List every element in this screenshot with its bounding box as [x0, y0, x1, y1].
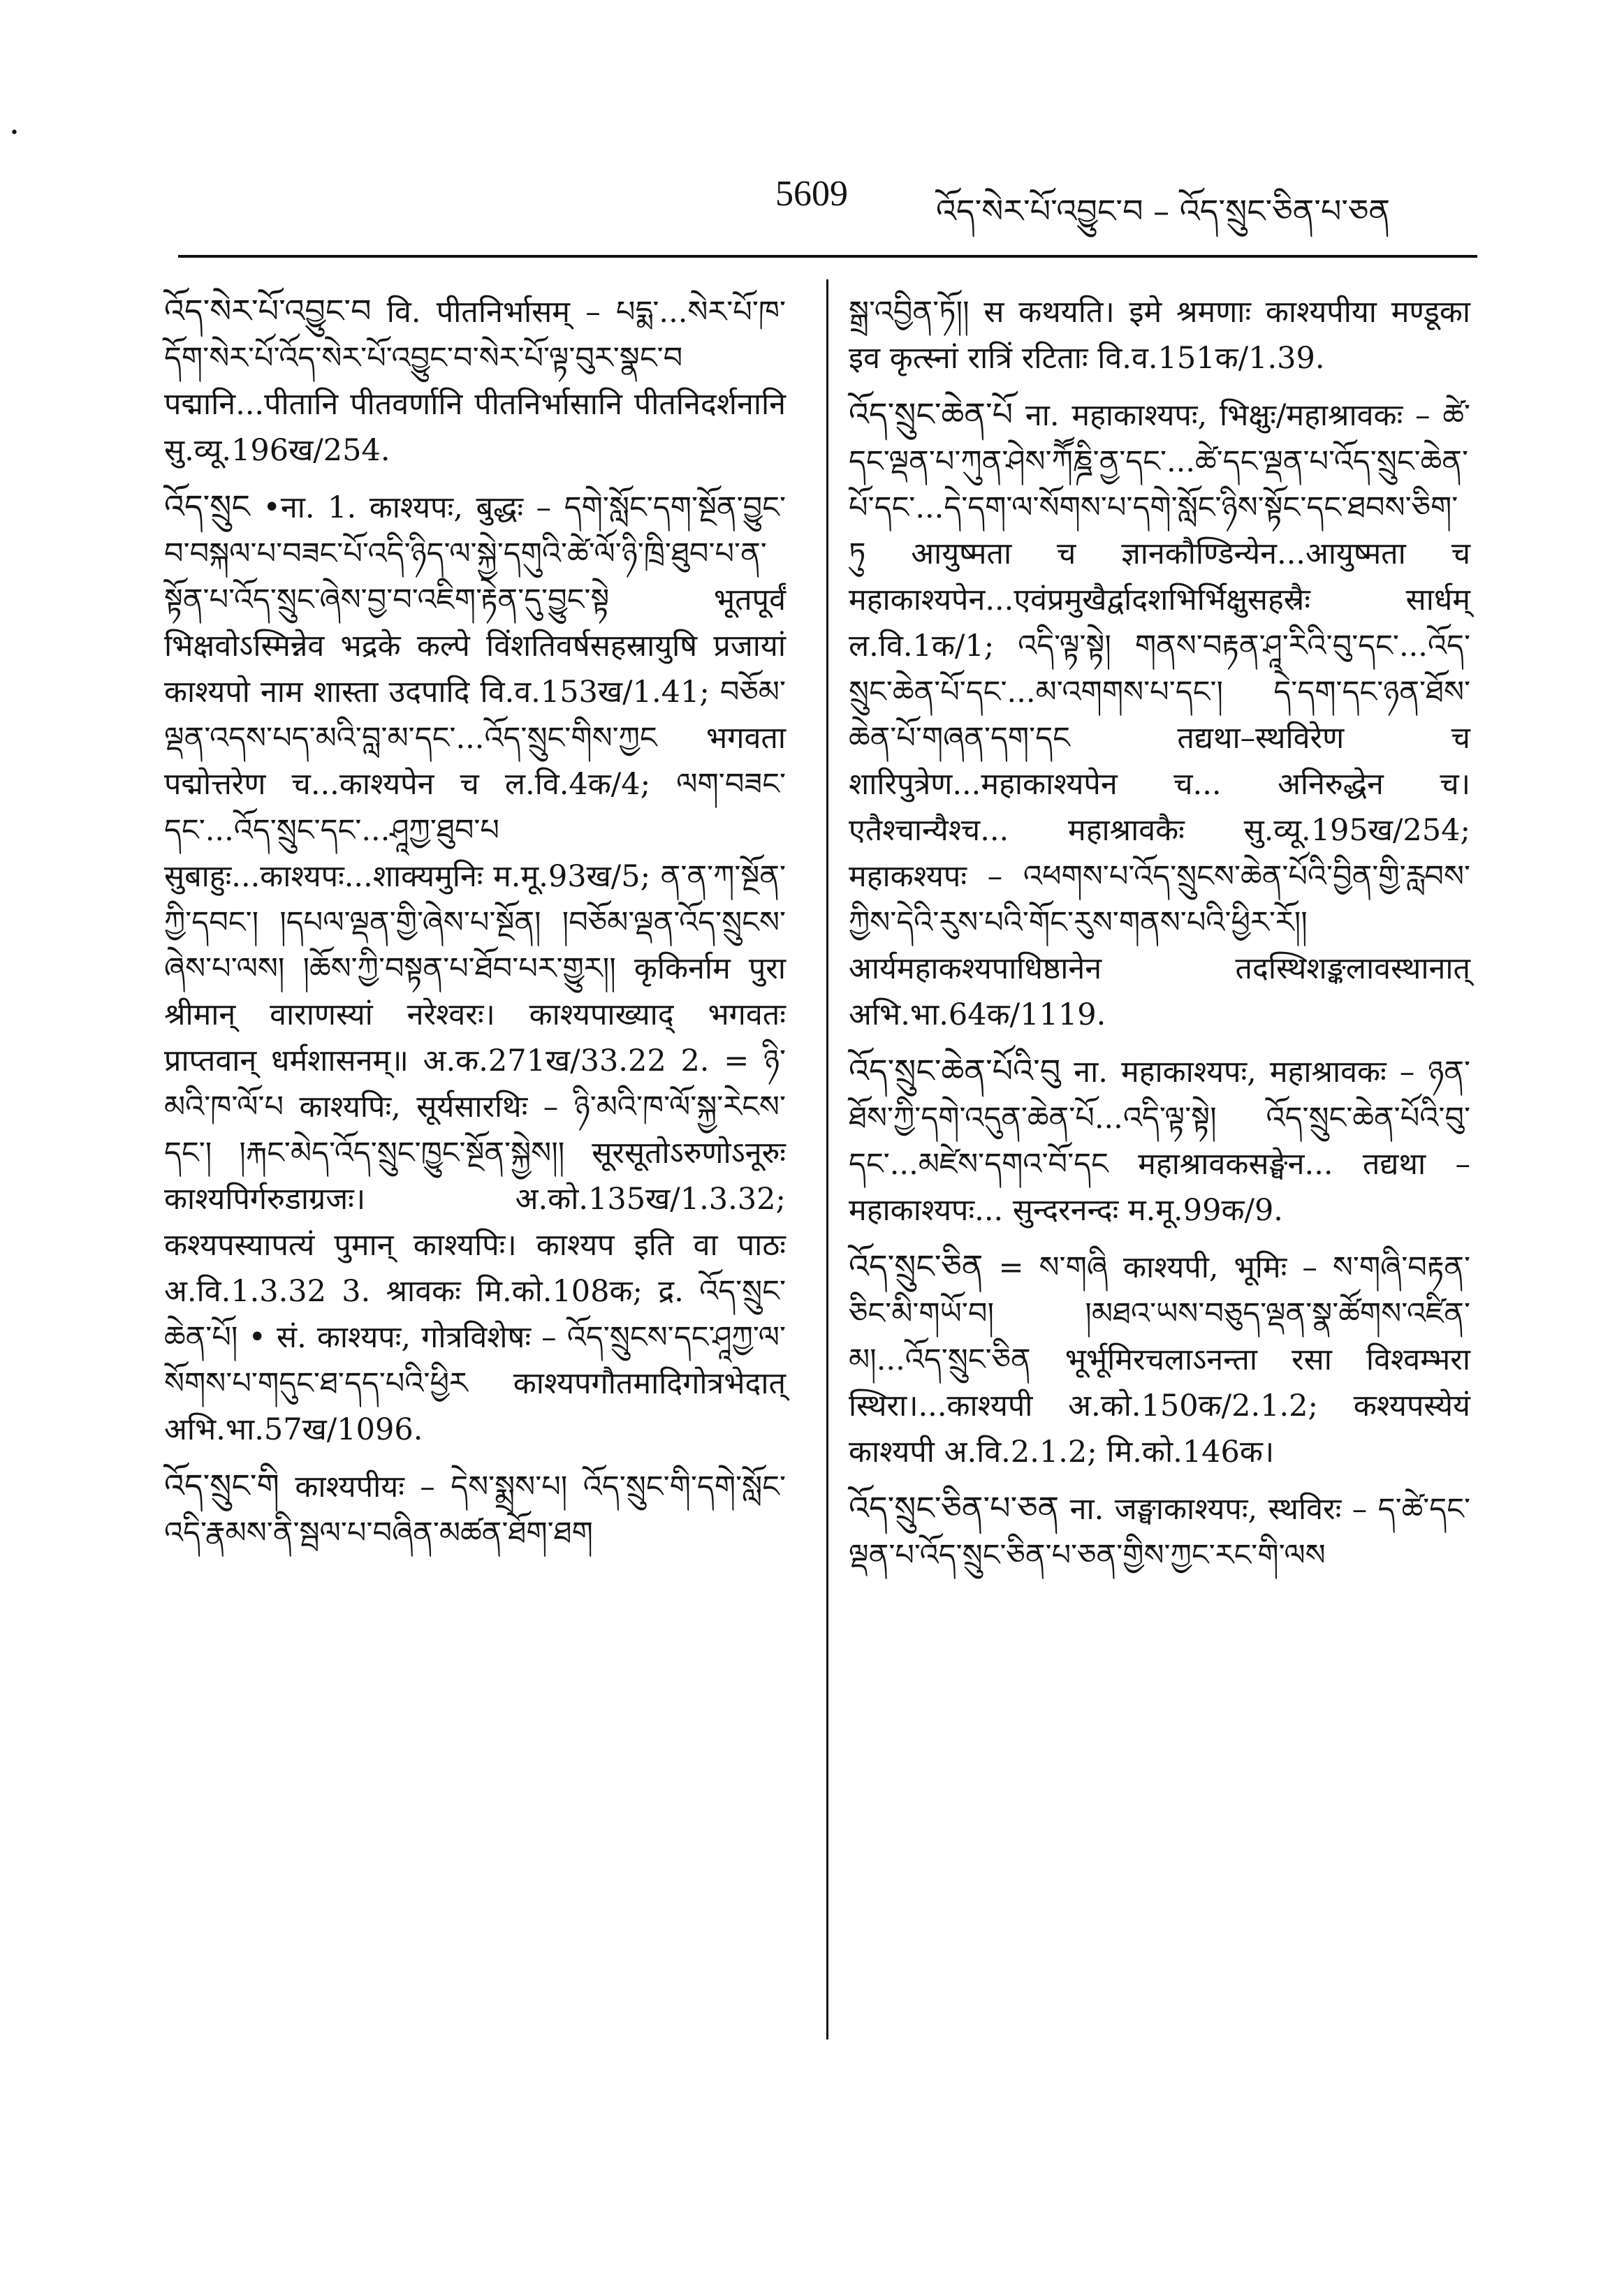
entry-body: काश्यपीयः – དེས་སྨྲས་པ། འོད་སྲུང་གི་དགེ་སློང་འདི་རྣམས་ནི་སྦལ་པ་བཞིན་མཚན་ཐོག་ཐག [164, 1470, 786, 1551]
left-column [164, 288, 786, 1566]
dictionary-entry [849, 1485, 1470, 1578]
page-number: 5609 [775, 174, 848, 214]
entry-headword: འོད་སྲུང་ཅིན་པ་ཅན [849, 1489, 1060, 1527]
column-divider [826, 279, 828, 2039]
right-column [849, 288, 1470, 1588]
header-rule [178, 255, 1477, 258]
entry-body: वि. पीतनिर्भासम् – པདྨ་...སེར་པོ་ཁ་དོག་སེར་པོ་འོད་སེར་པོ་འབྱུང་བ་སེར་པོ་ལྟ་བུར་སྣང་བ पद्मानि...पीतानि पीतवर्णानि पीतनिर्भासानि पीतनिदर्शनानि सु.व्यू.196ख/254. [164, 295, 786, 468]
dictionary-entry [164, 288, 786, 474]
entry-headword: འོད་སྲུང [164, 488, 250, 525]
dictionary-entry [849, 1048, 1470, 1233]
margin-mark: • [10, 124, 19, 142]
entry-body: ना. जङ्घाकाश्यपः, स्थविरः – ད་ཚེ་དང་ལྡན་པ་འོད་སྲུང་ཅིན་པ་ཅན་གྱིས་ཀྱང་རང་གི་ལས [849, 1492, 1470, 1573]
running-head: འོད་སེར་པོ་འབྱུང་བ – འོད་སྲུང་ཅིན་པ་ཅན [936, 192, 1391, 230]
dictionary-entry [164, 1463, 786, 1556]
dictionary-entry [849, 391, 1470, 1038]
dictionary-entry [164, 483, 786, 1453]
entry-headword: འོད་སྲུང་ཆེན་པོའི་བུ [849, 1052, 1061, 1090]
entry-body: •ना. 1. काश्यपः, बुद्धः – དགེ་སློང་དག་སྔོན་བྱུང་བ་བསྐལ་པ་བཟང་པོ་འདི་ཉིད་ལ་སྐྱེ་དགུའི་ཚེ་ལོ་ཉི་ཁྲི་ཐུབ་པ་ན་སྟོན་པ་འོད་སྲུང་ཞེས་བྱ་བ་འཇིག་རྟེན་དུ་བྱུང་སྟེ भूतपूर्वं भिक्षवोऽस्मिन्नेव भद्रके कल्पे विंशतिवर्षसहस्रायुषि प्रजायां काश्यपो नाम शास्ता उदपादि वि.व.153ख/1.41; བཅོམ་ལྡན་འདས་པད་མའི་བླ་མ་དང་...འོད་སྲུང་གིས་ཀྱང भगवता पद्मोत्तरेण च...काश्यपेन च ल.वि.4क/4; ལག་བཟང་དང་...འོད་སྲུང་དང་...ཤཱཀྱ་ཐུབ་པ सुबाहुः...काश्यपः...शाक्यमुनिः म.मू.93ख/5; ན་ན་ཀ་སྔོན་ཀྱི་དབང་། །དཔལ་ལྡན་གྱི་ཞེས་པ་སྔོན། །བཅོམ་ལྡན་འོད་སྲུངས་ཞེས་པ་ལས། །ཆོས་ཀྱི་བསྟན་པ་ཐོབ་པར་གྱུར།། कृकिर्नाम पुरा श्रीमान् वाराणस्यां नरेश्वरः। काश्यपाख्याद् भगवतः प्राप्तवान् धर्मशासनम्॥ अ.क.271ख/33.22 2. = ཉི་མའི་ཁ་ལོ་པ काश्यपिः, सूर्यसारथिः – ཉི་མའི་ཁ་ལོ་སྐྱ་རེངས་དང་། །རྐང་མེད་འོད་སྲུང་ཁྱུང་སྔོན་སྐྱེས།། सूरसूतोऽरुणोऽनूरुः काश्यपिर्गरुडाग्रजः। अ.को.135ख/1.3.32; कश्यपस्यापत्यं पुमान् काश्यपिः। काश्यप इति वा पाठः अ.वि.1.3.32 3. श्रावकः मि.को.108क; द्र. འོད་སྲུང་ཆེན་པོ། • सं. काश्यपः, गोत्रविशेषः – འོད་སྲུངས་དང་ཤཱཀྱ་ལ་སོགས་པ་གདུང་ཐ་དད་པའི་ཕྱིར काश्यपगौतमादिगोत्रभेदात् अभि.भा.57ख/1096. [164, 490, 786, 1447]
entry-headword: འོད་སྲུང་ཆེན་པོ [849, 395, 1014, 433]
entry-body: སྒྲ་འབྱིན་ཏོ།། स कथयति। इमे श्रमणाः काश्यपीया मण्डूका इव कृत्स्नां रात्रिं रटिताः वि.व.151क/1.39. [849, 295, 1470, 376]
entry-headword: འོད་སེར་པོ་འབྱུང་བ [164, 292, 372, 330]
page-header [775, 173, 1502, 229]
dictionary-entry [849, 288, 1470, 381]
dictionary-entry [849, 1243, 1470, 1475]
entry-headword: འོད་སྲུང་གི [164, 1467, 279, 1504]
entry-headword: འོད་སྲུང་ཅིན [849, 1247, 983, 1285]
entry-body: ना. महाकाश्यपः, भिक्षुः/महाश्रावकः – ཚེ་དང་ལྡན་པ་ཀུན་ཤེས་ཀཽཎྜི་ནྱ་དང་...ཚེ་དང་ལྡན་པ་འོད་སྲུང་ཆེན་པོ་དང་...དེ་དག་ལ་སོགས་པ་དགེ་སློང་ཉིས་སྟོང་དང་ཐབས་ཅིག་ཏུ आयुष्मता च ज्ञानकौण्डिन्येन...आयुष्मता च महाकाश्यपेन...एवंप्रमुखैर्द्वादशभिर्भिक्षुसहस्रैः सार्धम् ल.वि.1क/1; འདི་ལྟ་སྟེ། གནས་བརྟན་ཤཱ་རིའི་བུ་དང་...འོད་སྲུང་ཆེན་པོ་དང་...མ་འགགས་པ་དང་། དེ་དག་དང་ཉན་ཐོས་ཆེན་པོ་གཞན་དག་དང तद्यथा–स्थविरेण च शारिपुत्रेण...महाकाश्यपेन च... अनिरुद्धेन च। एतैश्चान्यैश्च... महाश्रावकैः सु.व्यू.195ख/254; महाकश्यपः – འཕགས་པ་འོད་སྲུངས་ཆེན་པོའི་བྱིན་གྱི་རླབས་ཀྱིས་དེའི་རུས་པའི་གོང་རུས་གནས་པའི་ཕྱིར་རོ།། आर्यमहाकश्यपाधिष्ठानेन तदस्थिशङ्कलावस्थानात् अभि.भा.64क/1119. [849, 398, 1470, 1032]
entry-body: = ས་གཞི काश्यपी, भूमिः – ས་གཞི་བརྟན་ཅིང་མི་གཡོ་བ། །མཐའ་ཡས་བཅུད་ལྡན་སྣ་ཚོགས་འཛིན་མ།...འོད་སྲུང་ཅིན भूर्भूमिरचलाऽनन्ता रसा विश्वम्भरा स्थिरा।...काश्यपी अ.को.150क/2.1.2; कश्यपस्येयं काश्यपी अ.वि.2.1.2; मि.को.146क। [849, 1250, 1470, 1470]
entry-body: ना. महाकाश्यपः, महाश्रावकः – ཉན་ཐོས་ཀྱི་དགེ་འདུན་ཆེན་པོ...འདི་ལྟ་སྟེ། འོད་སྲུང་ཆེན་པོའི་བུ་དང་...མཛེས་དགའ་བོ་དང महाश्रावकसङ्घेन... तद्यथा – महाकाश्यपः... सुन्दरनन्दः म.मू.99क/9. [849, 1055, 1470, 1228]
